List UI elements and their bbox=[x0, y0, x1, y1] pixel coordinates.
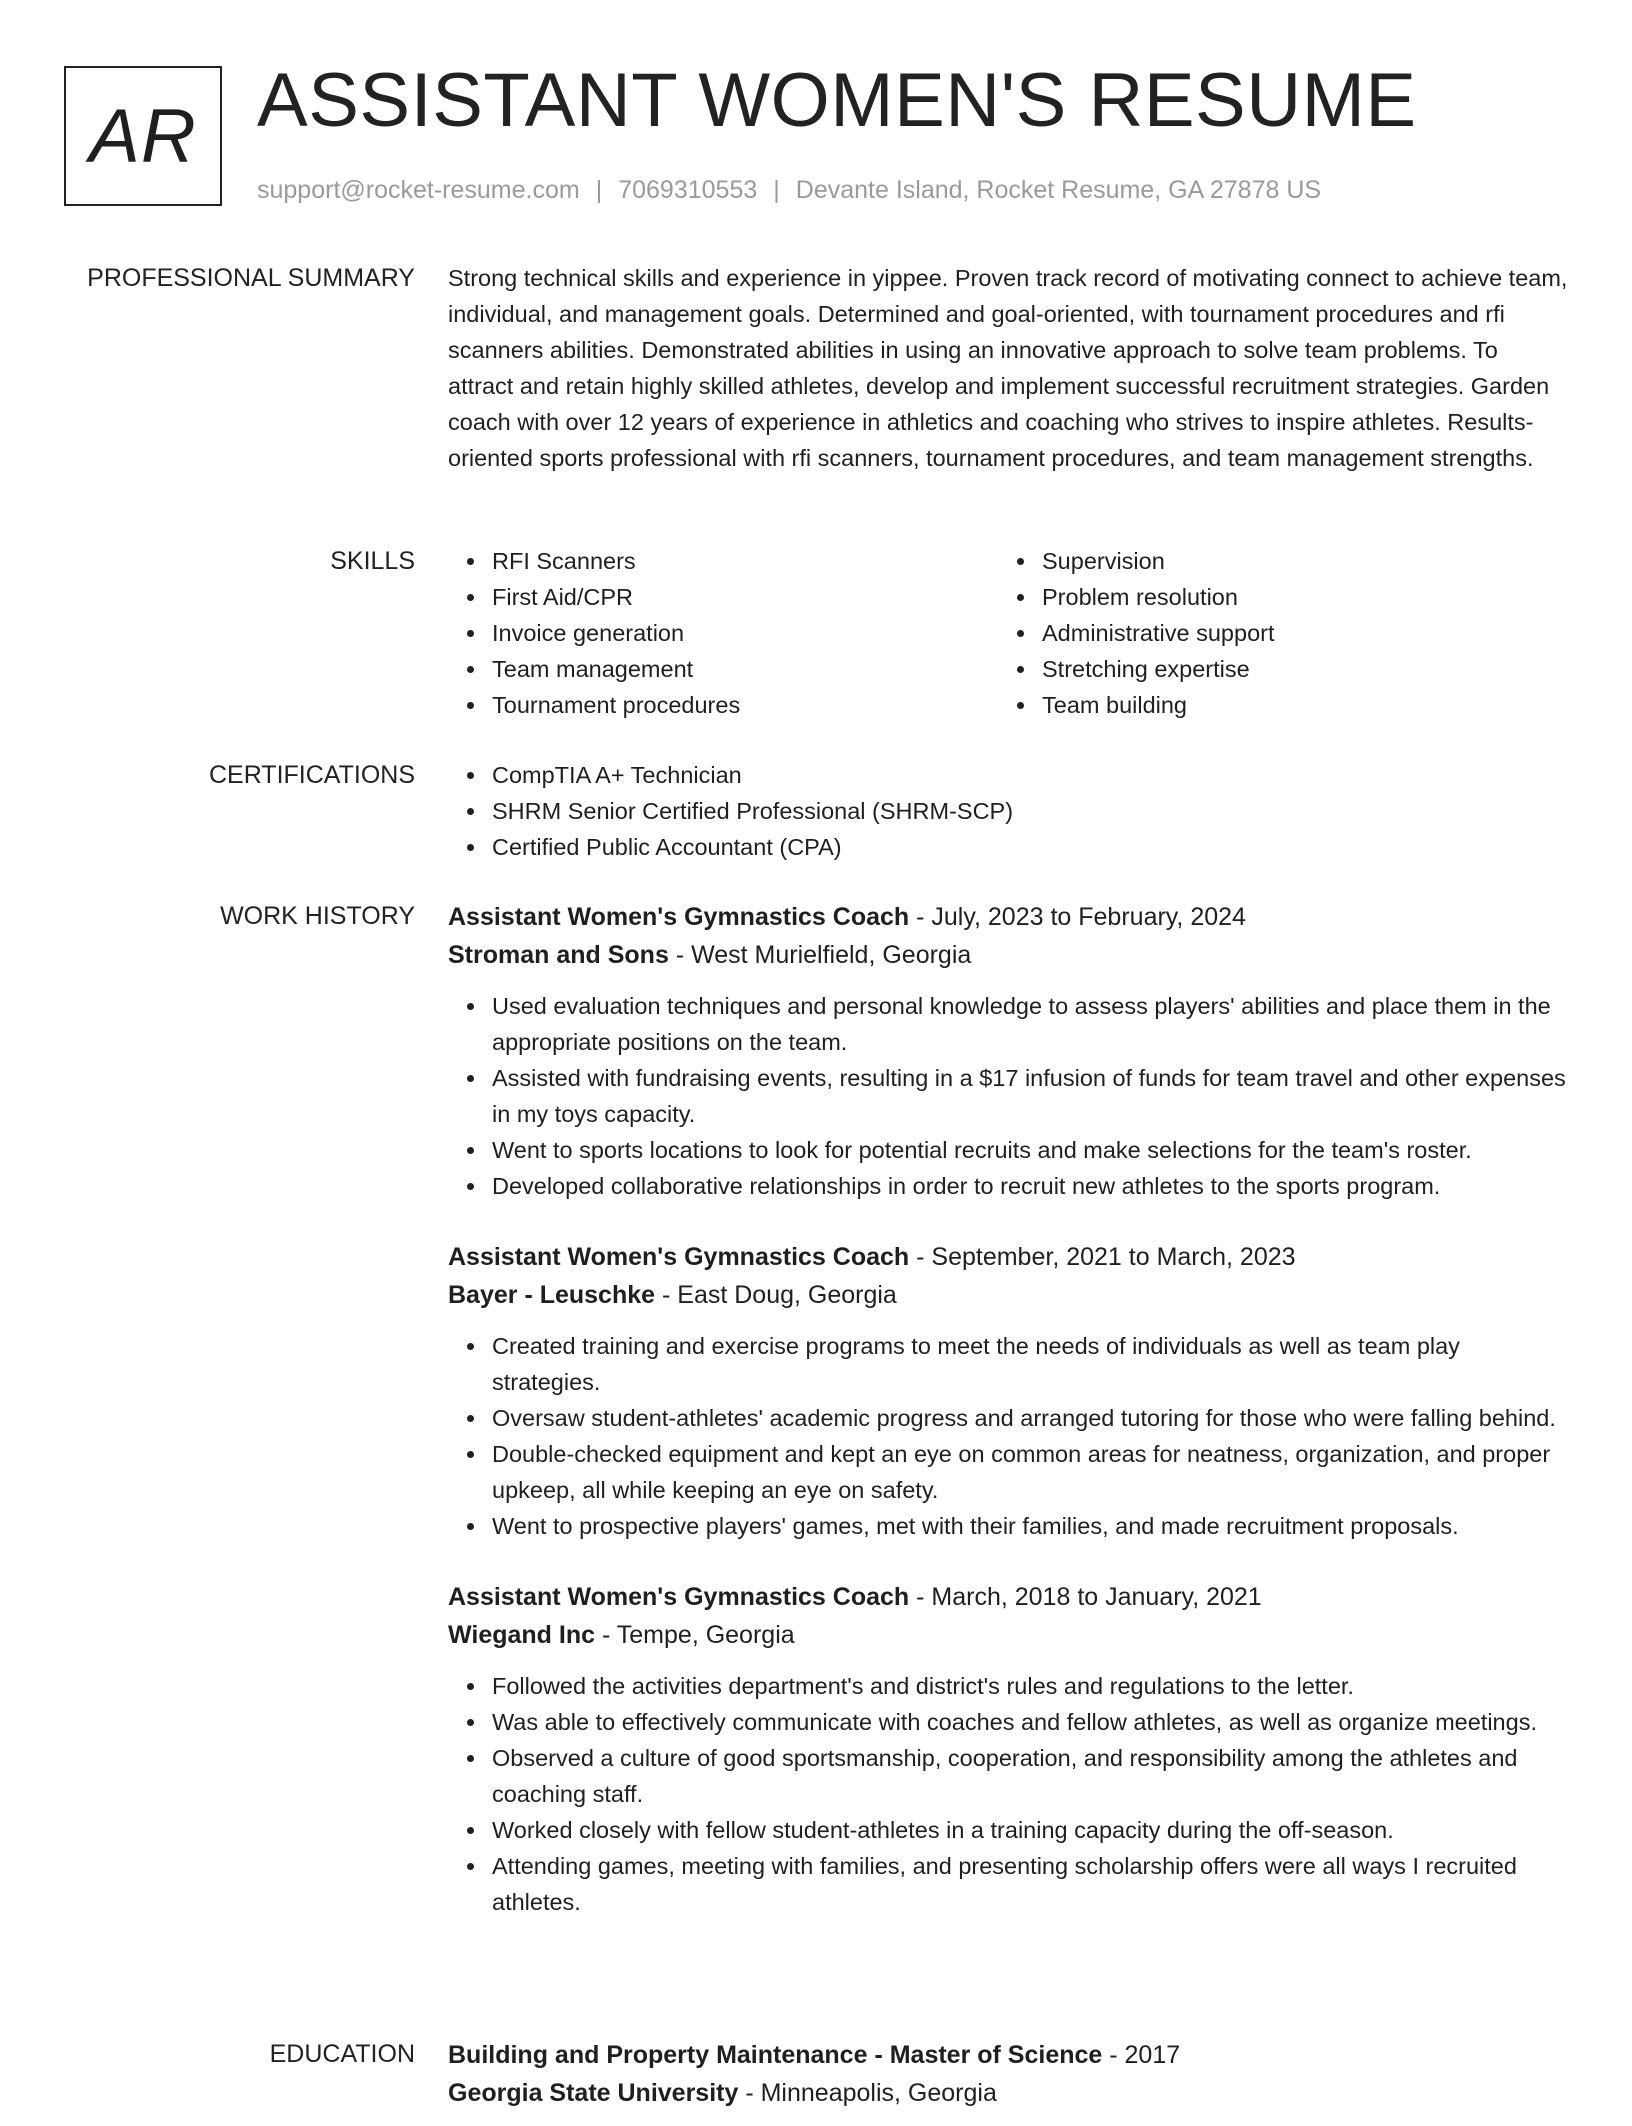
degree-line bbox=[448, 2036, 1568, 2074]
degree-year: - 2017 bbox=[1102, 2041, 1181, 2069]
skill-item: Team management bbox=[448, 651, 998, 687]
job-bullet: Worked closely with fellow student-athletes in a training capacity during the off-season. bbox=[448, 1812, 1568, 1848]
school-line bbox=[448, 2074, 1568, 2112]
job-bullets bbox=[448, 1328, 1568, 1544]
school-location: - Minneapolis, Georgia bbox=[738, 2079, 997, 2107]
job-bullet: Observed a culture of good sportsmanship, cooperation, and responsibility among the athletes and coaching staff. bbox=[448, 1740, 1568, 1812]
job-title: Assistant Women's Gymnastics Coach bbox=[448, 903, 910, 931]
monogram-logo: AR bbox=[64, 66, 222, 206]
job-entry bbox=[448, 1578, 1568, 1920]
section-label-skills: SKILLS bbox=[330, 547, 415, 575]
certification-item: CompTIA A+ Technician bbox=[448, 757, 1568, 793]
skill-item: Team building bbox=[998, 687, 1548, 723]
job-title: Assistant Women's Gymnastics Coach bbox=[448, 1243, 910, 1271]
section-label-work-history: WORK HISTORY bbox=[220, 902, 415, 930]
job-bullet: Went to prospective players' games, met with their families, and made recruitment proposals. bbox=[448, 1508, 1568, 1544]
job-bullet: Oversaw student-athletes' academic progress and arranged tutoring for those who were falling behind. bbox=[448, 1400, 1568, 1436]
job-bullet: Followed the activities department's and district's rules and regulations to the letter. bbox=[448, 1668, 1568, 1704]
section-label-certifications: CERTIFICATIONS bbox=[208, 761, 415, 789]
contact-address: Devante Island, Rocket Resume, GA 27878 US bbox=[795, 176, 1322, 204]
employer-line bbox=[448, 1276, 1568, 1314]
employer-line bbox=[448, 1616, 1568, 1654]
skill-item: Administrative support bbox=[998, 615, 1548, 651]
job-bullet: Went to sports locations to look for potential recruits and make selections for the team's roster. bbox=[448, 1132, 1568, 1168]
skill-item: RFI Scanners bbox=[448, 543, 998, 579]
work-history-body bbox=[448, 898, 1568, 1954]
contact-email[interactable]: support@rocket-resume.com bbox=[257, 176, 580, 204]
employer-location: - East Doug, Georgia bbox=[655, 1281, 897, 1309]
job-dates: - March, 2018 to January, 2021 bbox=[909, 1583, 1262, 1611]
skills-list-right bbox=[998, 543, 1548, 723]
section-label-education: EDUCATION bbox=[269, 2040, 415, 2068]
resume-title: ASSISTANT WOMEN'S RESUME bbox=[257, 58, 1417, 143]
section-label-summary: PROFESSIONAL SUMMARY bbox=[87, 264, 415, 292]
degree-name: Building and Property Maintenance - Master of Science bbox=[448, 2041, 1103, 2069]
job-bullet: Double-checked equipment and kept an eye on common areas for neatness, organization, and proper upkeep, all while keeping an eye on safety. bbox=[448, 1436, 1568, 1508]
job-bullet: Attending games, meeting with families, and presenting scholarship offers were all ways I recruited athletes. bbox=[448, 1848, 1568, 1920]
job-entry bbox=[448, 898, 1568, 1204]
job-bullet: Developed collaborative relationships in order to recruit new athletes to the sports program. bbox=[448, 1168, 1568, 1204]
skills-list-left bbox=[448, 543, 998, 723]
certification-item: SHRM Senior Certified Professional (SHRM-SCP) bbox=[448, 793, 1568, 829]
job-dates: - September, 2021 to March, 2023 bbox=[909, 1243, 1296, 1271]
skill-item: Supervision bbox=[998, 543, 1548, 579]
employer-location: - Tempe, Georgia bbox=[595, 1621, 795, 1649]
employer-name: Bayer - Leuschke bbox=[448, 1281, 656, 1309]
job-title-line bbox=[448, 1578, 1568, 1616]
job-title: Assistant Women's Gymnastics Coach bbox=[448, 1583, 910, 1611]
job-bullets bbox=[448, 1668, 1568, 1920]
employer-name: Wiegand Inc bbox=[448, 1621, 596, 1649]
education-body bbox=[448, 2036, 1568, 2126]
job-bullet: Used evaluation techniques and personal knowledge to assess players' abilities and place them in the appropriate positions on the team. bbox=[448, 988, 1568, 1060]
summary-text: Strong technical skills and experience in yippee. Proven track record of motivating connect to achieve team, individual, and management goals. Determined and goal-oriented, with tournament procedures and rfi scanners abilities. Demonstrated abilities in using an innovative approach to solve team problems. To attract and retain highly skilled athletes, develop and implement successful recruitment strategies. Garden coach with over 12 years of experience in athletics and coaching who strives to inspire athletes. Results-oriented sports professional with rfi scanners, tournament procedures, and team management strengths. bbox=[448, 265, 1568, 471]
certifications-body bbox=[448, 757, 1568, 865]
skill-item: Invoice generation bbox=[448, 615, 998, 651]
job-title-line bbox=[448, 1238, 1568, 1276]
contact-phone[interactable]: 7069310553 bbox=[618, 176, 758, 204]
job-bullet: Was able to effectively communicate with coaches and fellow athletes, as well as organize meetings. bbox=[448, 1704, 1568, 1740]
job-bullet: Assisted with fundraising events, resulting in a $17 infusion of funds for team travel and other expenses in my toys capacity. bbox=[448, 1060, 1568, 1132]
employer-line bbox=[448, 936, 1568, 974]
contact-separator: | bbox=[595, 176, 603, 204]
contact-separator: | bbox=[773, 176, 780, 204]
certifications-list bbox=[448, 757, 1568, 865]
employer-name: Stroman and Sons bbox=[448, 941, 669, 969]
summary-body bbox=[448, 260, 1568, 476]
skill-item: First Aid/CPR bbox=[448, 579, 998, 615]
contact-line bbox=[257, 172, 1321, 208]
school-name: Georgia State University bbox=[448, 2079, 739, 2107]
employer-location: - West Murielfield, Georgia bbox=[668, 941, 972, 969]
skill-item: Problem resolution bbox=[998, 579, 1548, 615]
certification-item: Certified Public Accountant (CPA) bbox=[448, 829, 1568, 865]
skill-item: Tournament procedures bbox=[448, 687, 998, 723]
skills-body bbox=[448, 543, 1568, 723]
job-title-line bbox=[448, 898, 1568, 936]
skill-item: Stretching expertise bbox=[998, 651, 1548, 687]
job-bullets bbox=[448, 988, 1568, 1204]
job-entry bbox=[448, 1238, 1568, 1544]
job-bullet: Created training and exercise programs to meet the needs of individuals as well as team play strategies. bbox=[448, 1328, 1568, 1400]
job-dates: - July, 2023 to February, 2024 bbox=[909, 903, 1246, 931]
